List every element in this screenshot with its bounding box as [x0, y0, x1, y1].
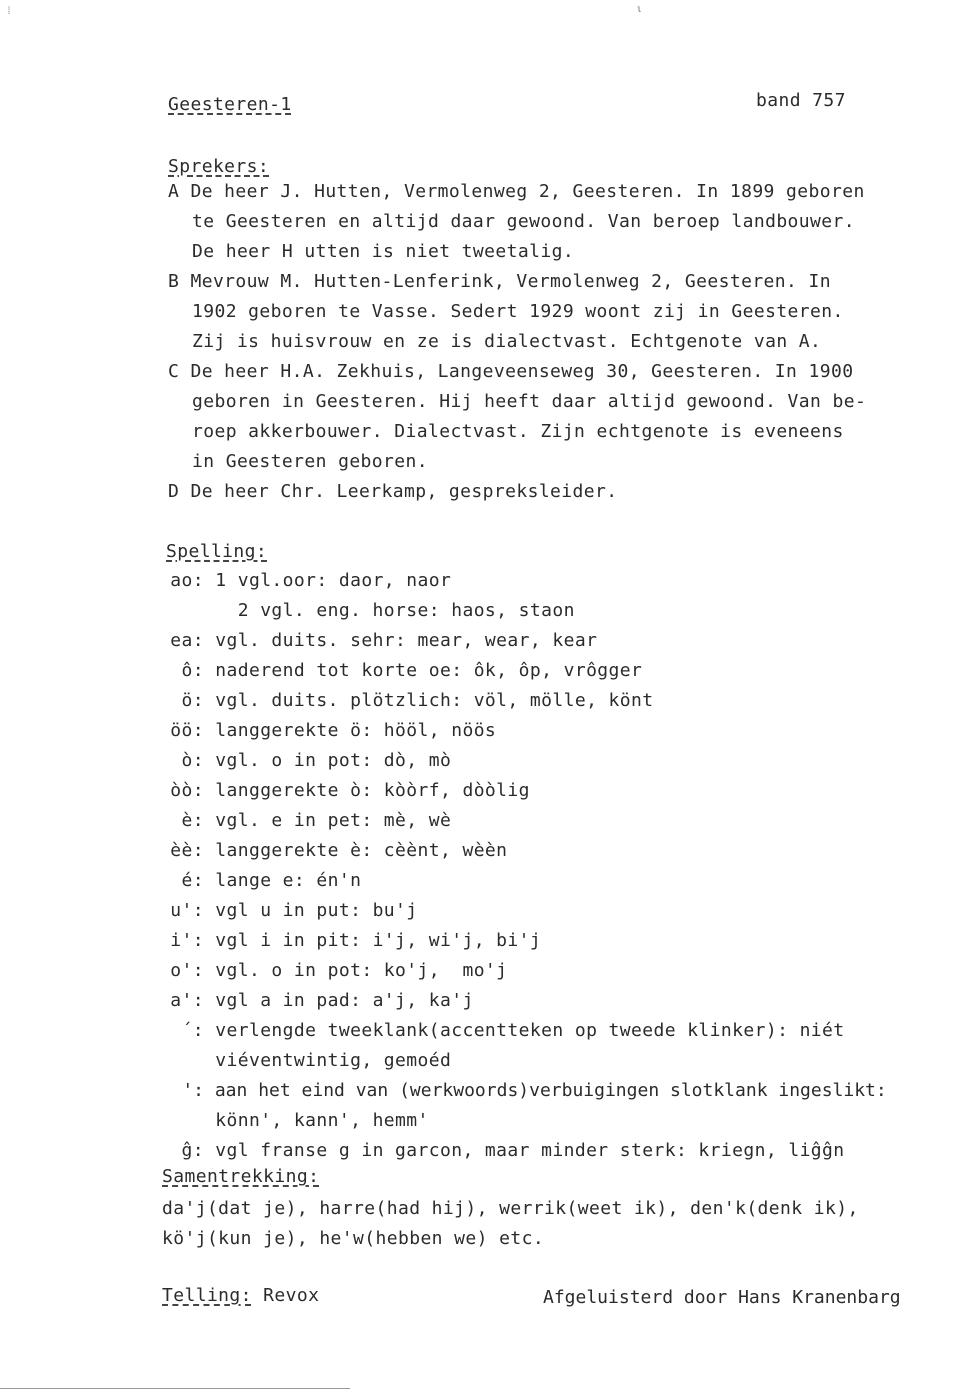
speaker-line: te Geesteren en altijd daar gewoond. Van beroep landbouwer.	[192, 211, 855, 232]
spelling-row	[160, 602, 575, 620]
spelling-key: ´:	[181, 1020, 204, 1041]
spelling-key: o':	[170, 960, 204, 981]
spelling-row	[160, 662, 642, 680]
spelling-key: ':	[182, 1080, 204, 1101]
speaker-line: D De heer Chr. Leerkamp, gespreksleider.	[168, 481, 618, 502]
spelling-text: vgl i in pit: i'j, wi'j, bi'j	[215, 930, 542, 951]
speaker-line: roep akkerbouwer. Dialectvast. Zijn echtgenote is eveneens	[192, 421, 844, 442]
spelling-text: vgl. e in pet: mè, wè	[215, 810, 452, 831]
spelling-key: ao:	[170, 570, 204, 591]
telling-label: Telling:	[162, 1285, 252, 1306]
spelling-row	[160, 1112, 429, 1130]
spelling-text: 2 vgl. eng. horse: haos, staon	[237, 600, 575, 621]
speaker-line: in Geesteren geboren.	[192, 451, 428, 472]
spelling-text: vgl u in put: bu'j	[215, 900, 418, 921]
speaker-line: A De heer J. Hutten, Vermolenweg 2, Geesteren. In 1899 geboren	[168, 181, 865, 202]
spelling-row	[160, 812, 451, 830]
spelling-text: langgerekte ö: hööl, nöös	[215, 720, 497, 741]
spelling-text: könn', kann', hemm'	[215, 1110, 429, 1131]
document-title: Geesteren-1	[168, 94, 292, 115]
telling	[162, 1287, 319, 1305]
bottom-divider	[0, 1388, 350, 1389]
spelling-key: è:	[181, 810, 204, 831]
spelling-key: ea:	[170, 630, 204, 651]
spelling-text: vgl. duits. sehr: mear, wear, kear	[215, 630, 598, 651]
spelling-text: viéventwintig, gemoéd	[215, 1050, 452, 1071]
spelling-key: ò:	[181, 750, 204, 771]
spelling-text: 1 vgl.oor: daor, naor	[215, 570, 452, 591]
spelling-key: i':	[170, 930, 204, 951]
spelling-row	[160, 872, 361, 890]
spelling-text: vgl franse g in garcon, maar minder sterk: kriegn, liĝĝn	[215, 1140, 845, 1161]
spelling-text: vgl. o in pot: dò, mò	[215, 750, 452, 771]
samentrekking-line: kö'j(kun je), he'w(hebben we) etc.	[162, 1228, 545, 1249]
samentrekking-line: da'j(dat je), harre(had hij), werrik(weet ik), den'k(denk ik),	[162, 1198, 859, 1219]
spelling-row	[160, 962, 507, 980]
spelling-key: öö:	[170, 720, 204, 741]
spelling-row	[160, 632, 597, 650]
speaker-line: C De heer H.A. Zekhuis, Langeveenseweg 30, Geesteren. In 1900	[168, 361, 854, 382]
margin-mark: ⁞	[6, 6, 13, 17]
spelling-key: ô:	[181, 660, 204, 681]
spelling-row	[160, 842, 507, 860]
spelling-text: langgerekte ò: kòòrf, dòòlig	[215, 780, 530, 801]
speaker-line: B Mevrouw M. Hutten-Lenferink, Vermolenweg 2, Geesteren. In	[168, 271, 831, 292]
spelling-row	[160, 572, 451, 590]
telling-value: Revox	[251, 1285, 320, 1306]
spelling-row	[160, 1052, 451, 1070]
spelling-row	[160, 992, 474, 1010]
spelling-key: u':	[170, 900, 204, 921]
spelling-row	[160, 1142, 845, 1160]
margin-mark: ι	[636, 4, 643, 15]
spelling-key: é:	[181, 870, 204, 891]
speaker-line: 1902 geboren te Vasse. Sedert 1929 woont zij in Geesteren.	[192, 301, 844, 322]
spelling-text: aan het eind van (werkwoords)verbuigingen slotklank ingeslikt:	[214, 1080, 887, 1101]
spelling-text: verlengde tweeklank(accentteken op tweede klinker): niét	[215, 1020, 845, 1041]
spelling-row	[160, 782, 530, 800]
spelling-row	[160, 902, 418, 920]
spelling-text: vgl a in pad: a'j, ka'j	[215, 990, 474, 1011]
spelling-text: vgl. duits. plötzlich: völ, mölle, könt	[215, 690, 654, 711]
samentrekking-heading: Samentrekking:	[162, 1166, 320, 1187]
spelling-key: òò:	[170, 780, 204, 801]
afgeluisterd-door: Afgeluisterd door Hans Kranenbarg	[543, 1287, 901, 1308]
sprekers-heading: Sprekers:	[168, 156, 270, 177]
band-number: band 757	[756, 90, 846, 111]
speaker-line: geboren in Geesteren. Hij heeft daar altijd gewoond. Van be-	[192, 391, 867, 412]
spelling-row	[160, 692, 654, 710]
spelling-row	[160, 1082, 887, 1100]
spelling-key: a':	[170, 990, 204, 1011]
spelling-row	[160, 932, 541, 950]
spelling-text: langgerekte è: cèènt, wèèn	[215, 840, 508, 861]
spelling-row	[160, 1022, 845, 1040]
spelling-text: vgl. o in pot: ko'j, mo'j	[215, 960, 508, 981]
spelling-key: èè:	[170, 840, 204, 861]
spelling-key: ĝ:	[181, 1140, 204, 1161]
speaker-line: Zij is huisvrouw en ze is dialectvast. Echtgenote van A.	[192, 331, 822, 352]
spelling-heading: Spelling:	[166, 541, 268, 562]
spelling-key: ö:	[181, 690, 204, 711]
spelling-row	[160, 722, 496, 740]
spelling-text: lange e: én'n	[215, 870, 362, 891]
spelling-row	[160, 752, 451, 770]
speaker-line: De heer H utten is niet tweetalig.	[192, 241, 575, 262]
spelling-text: naderend tot korte oe: ôk, ôp, vrôgger	[215, 660, 643, 681]
